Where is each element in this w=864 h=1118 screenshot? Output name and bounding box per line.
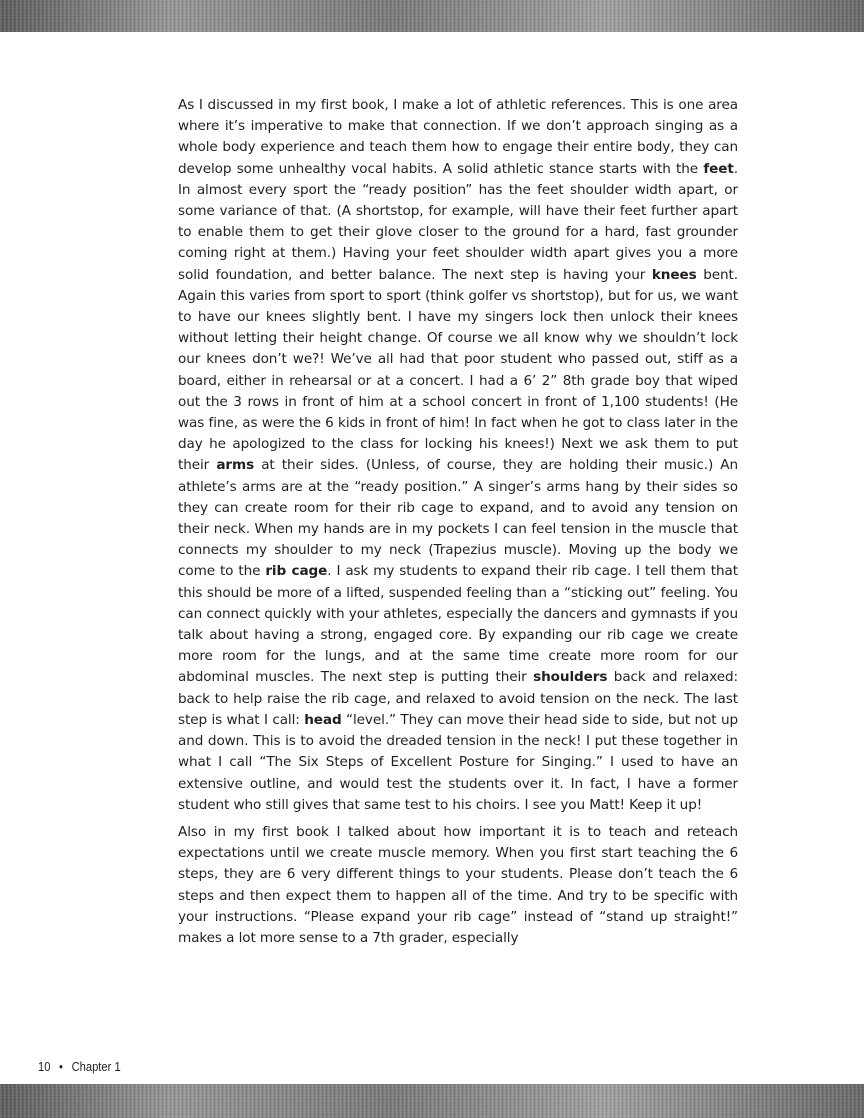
bold-term-rib-cage: rib cage: [265, 563, 328, 580]
bottom-texture-band: [0, 1084, 864, 1118]
paragraph-2: Also in my first book I talked about how important it is to teach and reteach expectations until we create muscle memory. When you first start teaching the 6 steps, they are 6 very different things to your students. Please don’t teach the 6 steps and then expect them to happen all of the time. And try to be specific with your instructions. “Please expand your rib cage” instead of “stand up straight!” makes a lot more sense to a 7th grader, especially: [178, 823, 738, 946]
bold-term-arms: arms: [216, 457, 255, 474]
body-text: [178, 95, 738, 955]
top-texture-band: [0, 0, 864, 32]
bold-term-knees: knees: [651, 266, 697, 283]
footer-separator: •: [59, 1059, 63, 1074]
page-footer: [38, 1059, 121, 1074]
page-number: 10: [38, 1059, 51, 1074]
bold-term-head: head: [304, 711, 342, 728]
chapter-label: Chapter 1: [71, 1059, 121, 1074]
bold-term-feet: feet: [703, 160, 734, 177]
bold-term-shoulders: shoulders: [533, 669, 608, 686]
paragraph-1: As I discussed in my first book, I make a lot of athletic references. This is one area where it’s imperative to make that connection. If we don’t approach singing as a whole body experience and teach them how to engage their entire body, they can develop some unhealthy vocal habits. A solid athletic stance starts with the feet. In almost every sport the “ready position” has the feet shoulder width apart, or some variance of that. (A shortstop, for example, will have their feet further apart to enable them to get their glove closer to the ground for a hard, fast grounder coming right at them.) Having your feet shoulder width apart gives you a more solid foundation, and better balance. The next step is having your knees bent. Again this varies from sport to sport (think golfer vs shortstop), but for us, we want to have our knees slightly bent. I have my singers lock then unlock their knees without letting their height change. Of course we all know why we shouldn’t lock our knees don’t we?! We’ve all had that poor student who passed out, stiff as a board, either in rehearsal or at a concert. I had a 6’ 2” 8th grade boy that wiped out the 3 rows in front of him at a school concert in front of 1,100 students! (He was fine, as were the 6 kids in front of him! In fact when he got to class later in the day he apologized to the class for locking his knees!) Next we ask them to put their arms at their sides. (Unless, of course, they are holding their music.) An athlete’s arms are at the “ready position.” A singer’s arms hang by their sides so they can create room for their rib cage to expand, and to avoid any tension on their neck. When my hands are in my pockets I can feel tension in the muscle that connects my shoulder to my neck (Trapezius muscle). Moving up the body we come to the rib cage. I ask my students to expand their rib cage. I tell them that this should be more of a lifted, suspended feeling than a “sticking out” feeling. You can connect quickly with your athletes, especially the dancers and gymnasts if you talk about having a strong, engaged core. By expanding our rib cage we create more room for the lungs, and at the same time create more room for our abdominal muscles. The next step is putting their shoulders back and relaxed: back to help raise the rib cage, and relaxed to avoid tension on the neck. The last step is what I call: head “level.” They can move their head side to side, but not up and down. This is to avoid the dreaded tension in the neck! I put these together in what I call “The Six Steps of Excellent Posture for Singing.” I used to have an extensive outline, and would test the students over it. In fact, I have a former student who still gives that same test to his choirs. I see you Matt! Keep it up!: [178, 97, 739, 813]
